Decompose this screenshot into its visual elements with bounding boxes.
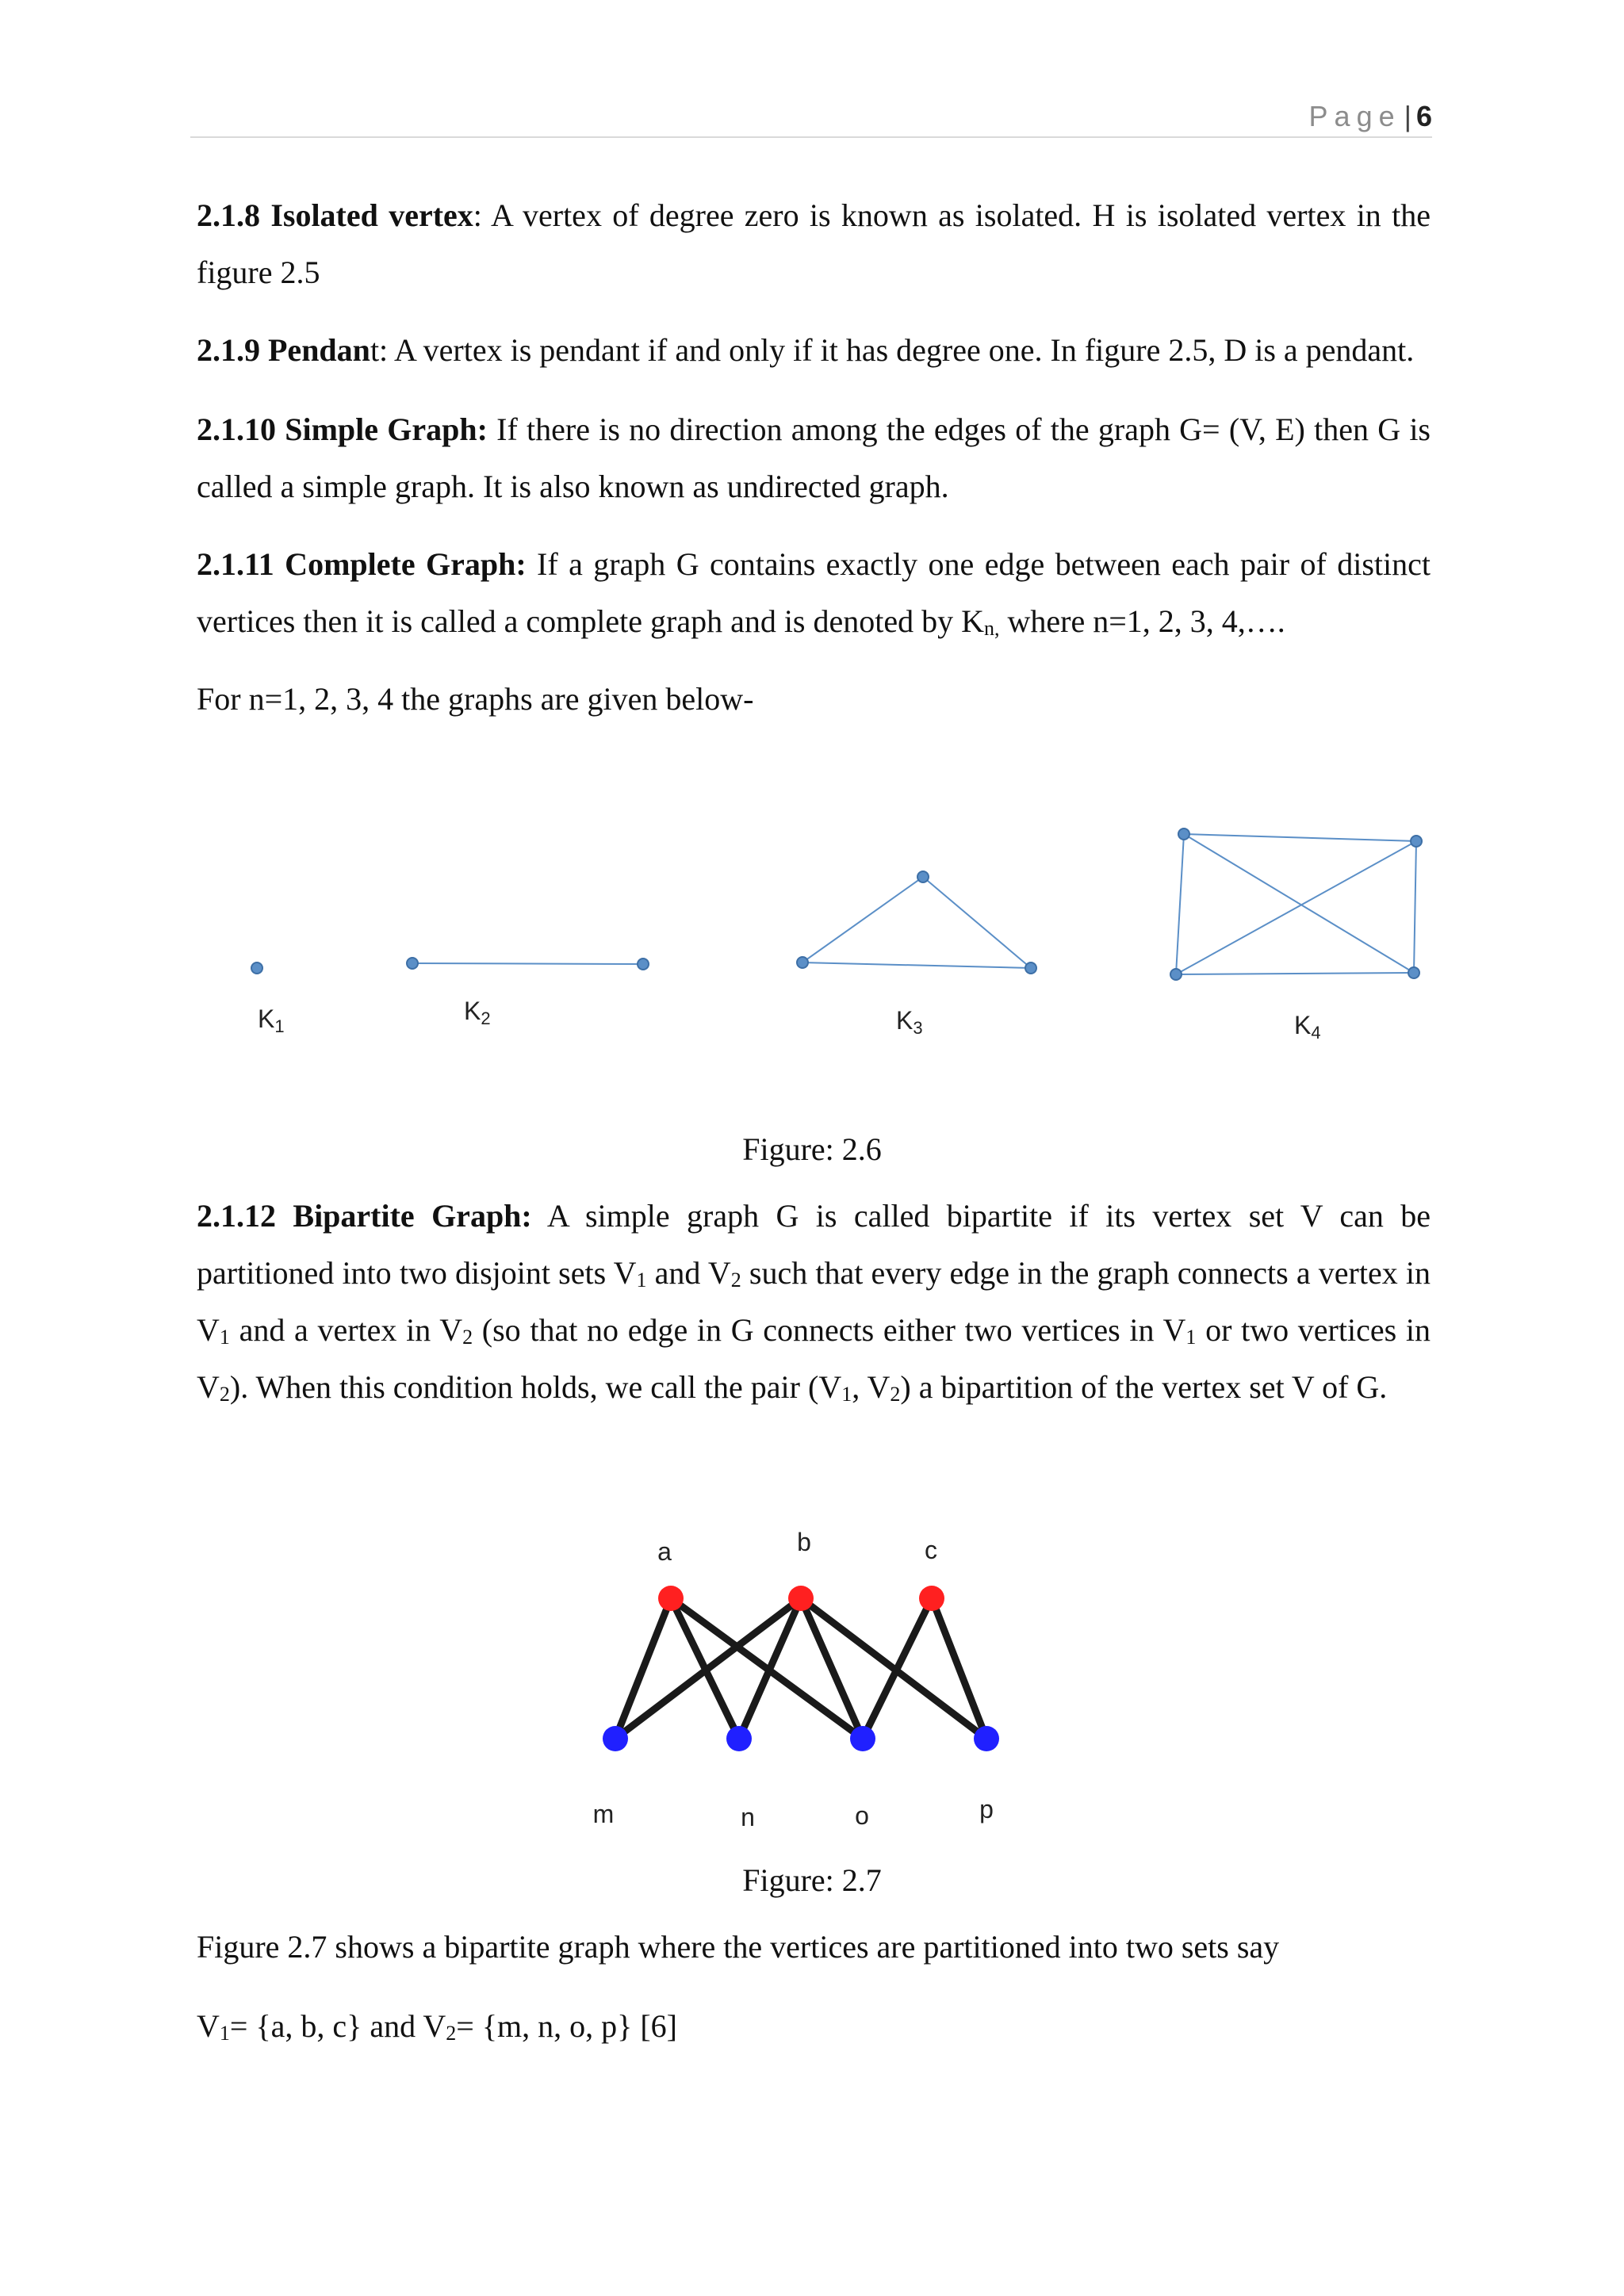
text: ) a bipartition of the vertex set V of G.: [900, 1369, 1388, 1405]
vertex-label-a: a: [657, 1537, 672, 1566]
subscript: 1: [219, 2022, 230, 2045]
text: such that every edge in the graph connects a vertex in V: [197, 1255, 1431, 1348]
text: = {m, n, o, p} [6]: [456, 2008, 677, 2044]
subscript: 2: [446, 2022, 457, 2045]
section-text: If a graph G contains exactly one edge between each pair of distinct vertices then it is called a complete graph and is denoted by K: [197, 546, 1431, 639]
text: = {a, b, c} and V: [229, 2008, 446, 2044]
closing-line-2: [197, 1998, 1431, 2055]
section-text: If there is no direction among the edges of the graph G= (V, E) then G is called a simple graph. It is also known as undirected graph.: [197, 411, 1431, 504]
k4-label: K4: [1294, 1011, 1321, 1043]
section-text: t: A vertex is pendant if and only if it has degree one. In figure 2.5, D is a pendant.: [370, 332, 1415, 368]
vertex-label-o: o: [855, 1801, 869, 1830]
subscript: 1: [1185, 1326, 1197, 1349]
text: (so that no edge in G connects either two vertices in V: [473, 1312, 1186, 1348]
section-text: where n=1, 2, 3, 4,….: [999, 603, 1285, 639]
vertex-label-n: n: [741, 1803, 755, 1831]
vertex-label-m: m: [592, 1800, 615, 1828]
subscript: 2: [890, 1383, 901, 1406]
section-heading: 2.1.10 Simple Graph:: [197, 411, 488, 447]
text: ). When this condition holds, we call the pair (V: [229, 1369, 842, 1405]
section-heading: 2.1.8 Isolated vertex: [197, 197, 473, 233]
subscript: 2: [462, 1326, 473, 1349]
text: A simple graph G is called bipartite if its vertex set V can be partitioned into two disjoint sets V: [197, 1198, 1431, 1291]
k3-label: K3: [896, 1006, 923, 1038]
figure-2-7-caption: Figure: 2.7: [742, 1862, 882, 1898]
k2-label: K2: [464, 997, 491, 1028]
edge-c-o: [863, 1598, 932, 1739]
text: and a vertex in V: [229, 1312, 463, 1348]
text: or two vertices in V: [197, 1312, 1431, 1405]
vertex-c: [919, 1586, 944, 1611]
page-separator: |: [1404, 100, 1411, 132]
text: , V: [852, 1369, 891, 1405]
vertex-b: [788, 1586, 814, 1611]
subscript: 2: [730, 1269, 741, 1292]
subscript: n,: [984, 617, 1000, 640]
vertex-a: [658, 1586, 684, 1611]
subscript: 2: [219, 1383, 230, 1406]
subscript: 1: [841, 1383, 852, 1406]
k1-label: K1: [258, 1004, 285, 1036]
figure-2-6-caption: Figure: 2.6: [742, 1131, 882, 1167]
vertex-label-b: b: [797, 1528, 811, 1556]
page-word: Page: [1308, 100, 1401, 132]
section-heading: 2.1.11 Complete Graph:: [197, 546, 527, 582]
vertex-o: [850, 1726, 875, 1751]
subscript: 1: [219, 1326, 230, 1349]
text: and V: [646, 1255, 731, 1291]
bipartite-graph-group: [593, 1528, 999, 1831]
vertex-m: [603, 1726, 628, 1751]
page-number: 6: [1415, 100, 1432, 132]
section-heading: 2.1.12 Bipartite Graph:: [197, 1198, 532, 1234]
text: V: [197, 2008, 220, 2044]
section-text: : A vertex of degree zero is known as isolated. H is isolated vertex in the figure 2.5: [197, 197, 1431, 290]
vertex-label-c: c: [925, 1536, 937, 1564]
vertex-p: [974, 1726, 999, 1751]
closing-line-1: Figure 2.7 shows a bipartite graph where the vertices are partitioned into two sets say: [197, 1929, 1280, 1965]
subscript: 1: [636, 1269, 647, 1292]
vertex-n: [726, 1726, 752, 1751]
vertex-label-p: p: [979, 1795, 994, 1823]
section-heading: 2.1.9 Pendan: [197, 332, 370, 368]
intro-line: For n=1, 2, 3, 4 the graphs are given below-: [197, 681, 754, 717]
